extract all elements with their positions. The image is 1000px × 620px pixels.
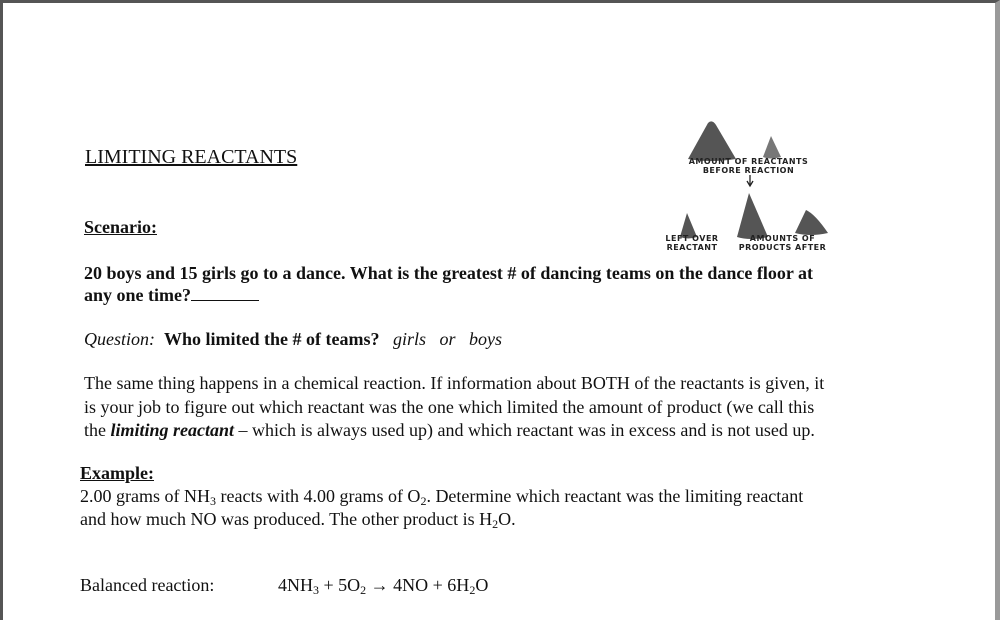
- subscript: 2: [420, 494, 427, 508]
- t: O: [475, 575, 489, 595]
- scenario-line-1: 20 boys and 15 girls go to a dance. What is the greatest # of dancing teams on the dance floor at: [84, 263, 813, 283]
- example-line-2: [80, 508, 516, 531]
- example-line-1: [80, 485, 803, 508]
- t: + 5O: [319, 575, 361, 595]
- t: O.: [498, 509, 516, 529]
- label-after-2: PRODUCTS AFTER: [738, 243, 827, 252]
- subscript: 3: [209, 494, 216, 508]
- label-left-2: REACTANT: [666, 243, 718, 252]
- scenario-question: any one time?: [84, 285, 191, 305]
- subscript: 3: [313, 583, 319, 597]
- page-title: [85, 146, 297, 169]
- example-heading: Example:: [80, 463, 154, 483]
- subscript: 2: [469, 583, 476, 597]
- t: and how much NO was produced. The other product is H: [80, 509, 493, 529]
- balanced-equation: [278, 574, 488, 597]
- subscript: 2: [360, 583, 367, 597]
- question-line: [84, 328, 502, 351]
- paragraph-line-1: The same thing happens in a chemical reaction. If information about BOTH of the reactants is given, it: [84, 373, 825, 393]
- scenario-line-2: [84, 284, 259, 307]
- question-label: Question:: [84, 329, 155, 349]
- label-before-2: BEFORE REACTION: [702, 166, 795, 175]
- t: . Determine which reactant was the limiting reactant: [426, 486, 804, 506]
- label-left-1: LEFT OVER: [665, 234, 719, 243]
- t: reacts with 4.00 grams of O: [215, 486, 421, 506]
- para-text: the: [84, 420, 111, 440]
- option-boys: boys: [469, 329, 503, 349]
- t: 4NH: [278, 575, 313, 595]
- t: 4NO + 6H: [393, 575, 470, 595]
- para-text: – which is always used up) and which reactant was in excess and is not used up.: [234, 420, 815, 440]
- large-reactant-triangle: [688, 121, 736, 161]
- option-girls: girls: [392, 329, 426, 349]
- reaction-arrow-icon: →: [366, 575, 394, 595]
- answer-blank: [191, 286, 259, 301]
- balanced-label: Balanced reaction:: [80, 575, 215, 595]
- option-or: or: [439, 329, 456, 349]
- scenario-heading: Scenario:: [84, 217, 157, 237]
- small-reactant-triangle: [763, 136, 781, 159]
- question-text: Who limited the # of teams?: [164, 329, 380, 349]
- label-after-1: AMOUNTS OF: [749, 234, 816, 243]
- label-before-1: AMOUNT OF REACTANTS: [688, 157, 809, 166]
- arrow-down-icon: [747, 175, 753, 186]
- limiting-reactant-term: limiting reactant: [110, 420, 235, 440]
- paragraph-line-3: [84, 419, 815, 442]
- product-triangle-small: [795, 210, 828, 235]
- subscript: 2: [492, 517, 499, 531]
- t: 2.00 grams of NH: [80, 486, 210, 506]
- paragraph-line-2: is your job to figure out which reactant was the one which limited the amount of product (we call this: [84, 397, 815, 417]
- title-text: LIMITING REACTANTS: [85, 146, 298, 168]
- product-triangle-large: [737, 193, 768, 239]
